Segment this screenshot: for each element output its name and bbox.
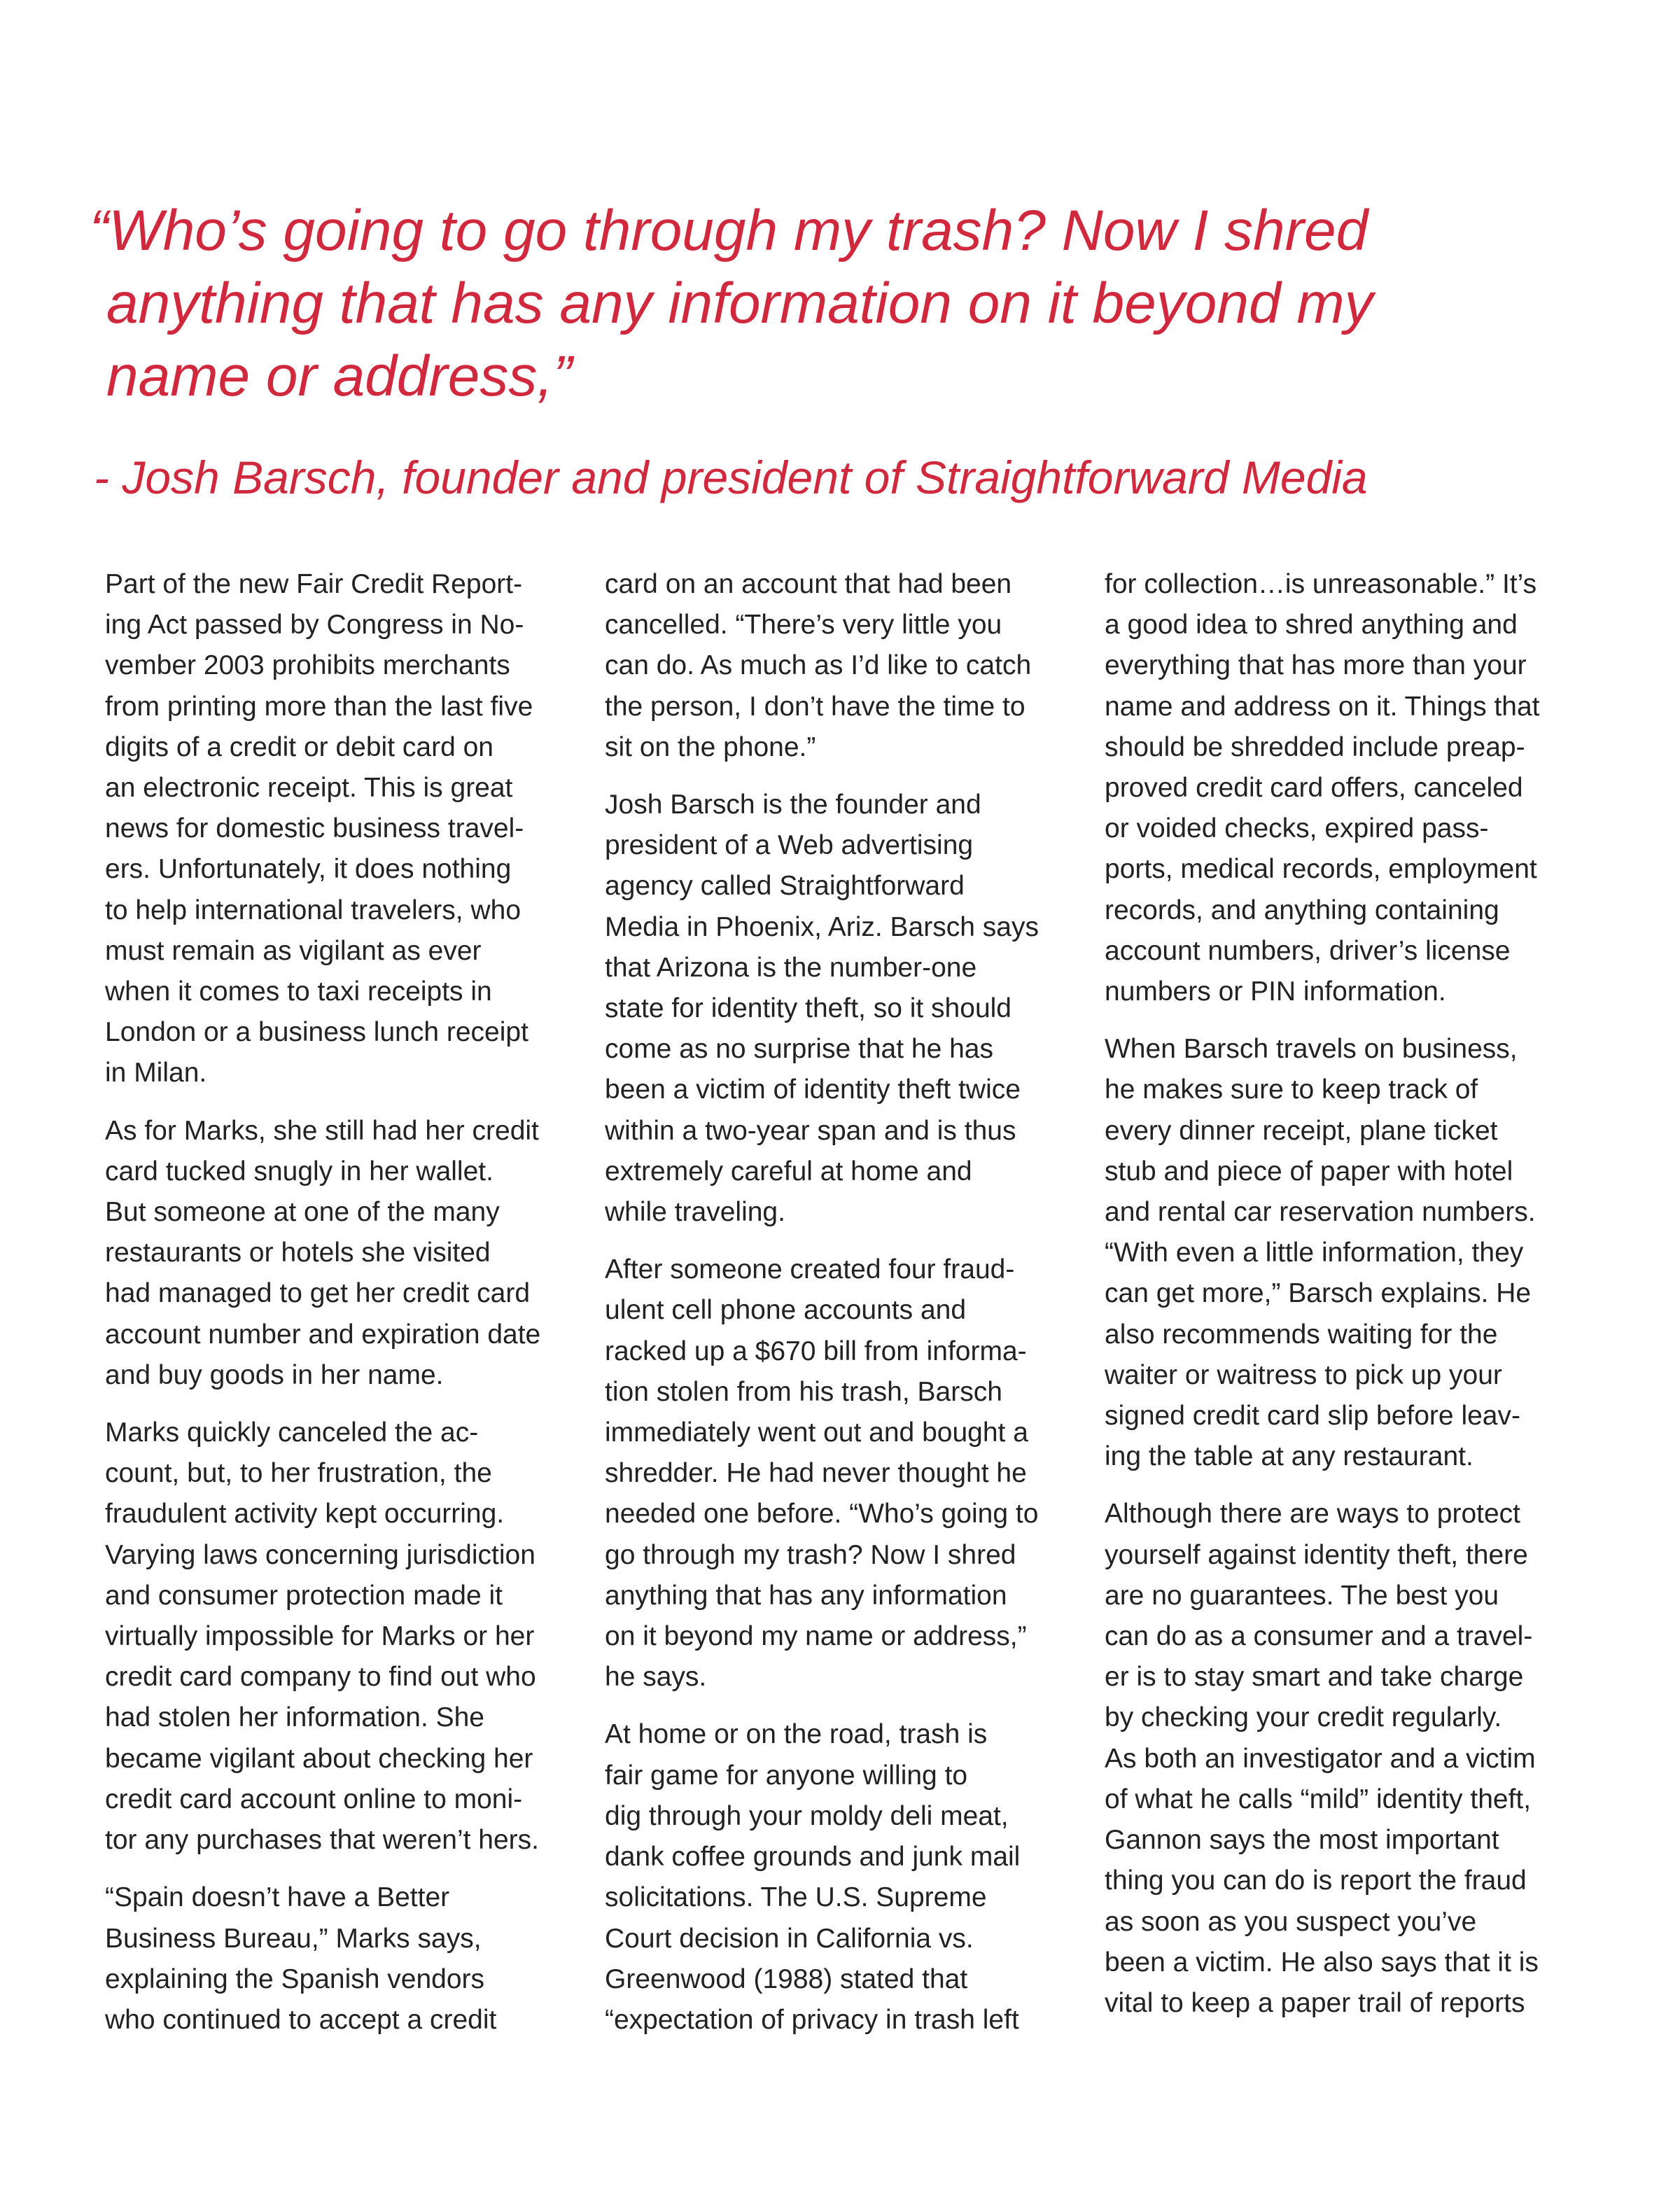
body-text-line: fraudulent activity kept occurring. <box>105 1499 505 1530</box>
body-text-line: name and address on it. Things that <box>1105 691 1540 722</box>
body-text-line: “With even a little information, they <box>1105 1238 1524 1268</box>
text-column-2 <box>605 564 1088 2057</box>
body-text-line: as soon as you suspect you’ve <box>1105 1906 1477 1937</box>
quote-attribution: - Josh Barsch, founder and president of Straightforward Media <box>94 451 1368 503</box>
body-text-line: must remain as vigilant as ever <box>105 935 482 966</box>
body-text-line: credit card account online to moni- <box>105 1784 523 1814</box>
pull-quote-line: “Who’s going to go through my trash? Now I shred <box>90 199 1368 262</box>
body-text-line: within a two-year span and is thus <box>605 1115 1016 1146</box>
body-text-line: cancelled. “There’s very little you <box>605 610 1002 640</box>
body-text-line: he says. <box>605 1662 707 1693</box>
body-text-line: on it beyond my name or address,” <box>605 1621 1027 1652</box>
body-text-line: also recommends waiting for the <box>1105 1319 1498 1350</box>
body-text-line: tion stolen from his trash, Barsch <box>605 1376 1002 1407</box>
body-text-line: in Milan. <box>105 1058 207 1088</box>
body-text-line: dank coffee grounds and junk mail <box>605 1842 1021 1872</box>
body-text-line: Business Bureau,” Marks says, <box>105 1923 482 1954</box>
body-text-line: go through my trash? Now I shred <box>605 1539 1016 1570</box>
body-text-line: news for domestic business travel- <box>105 813 524 844</box>
body-text-line: Marks quickly canceled the ac- <box>105 1418 479 1448</box>
body-text-line: Court decision in California vs. <box>605 1923 974 1954</box>
body-text-line: agency called Straightforward <box>605 871 965 902</box>
body-text-line: Josh Barsch is the founder and <box>605 790 981 820</box>
body-text-line: numbers or PIN information. <box>1105 976 1446 1007</box>
body-text-line: explaining the Spanish vendors <box>105 1963 485 1994</box>
body-text-line: he makes sure to keep track of <box>1105 1074 1478 1105</box>
body-text-line: sit on the phone.” <box>605 732 816 762</box>
body-text-line: became vigilant about checking her <box>105 1743 533 1774</box>
body-text-line: ers. Unfortunately, it does nothing <box>105 854 512 885</box>
body-text-line: or voided checks, expired pass- <box>1105 813 1489 844</box>
body-text-line: “Spain doesn’t have a Better <box>105 1882 450 1913</box>
body-text-line: But someone at one of the many <box>105 1197 500 1228</box>
body-text-line: state for identity theft, so it should <box>605 993 1011 1024</box>
body-text-line: had stolen her information. She <box>105 1702 485 1733</box>
body-text-line: had managed to get her credit card <box>105 1278 531 1309</box>
body-text-line: card on an account that had been <box>605 569 1012 599</box>
body-text-line: digits of a credit or debit card on <box>105 732 493 762</box>
body-text-line: proved credit card offers, canceled <box>1105 773 1523 804</box>
body-text-line: that Arizona is the number-one <box>605 952 977 983</box>
body-paragraph <box>605 1250 1088 1698</box>
body-text-line: ing the table at any restaurant. <box>1105 1441 1474 1472</box>
body-text-line: can do as a consumer and a travel- <box>1105 1621 1533 1652</box>
body-text-line: er is to stay smart and take charge <box>1105 1662 1524 1693</box>
body-text-line: At home or on the road, trash is <box>605 1719 988 1750</box>
pull-quote-line: anything that has any information on it beyond my <box>106 272 1373 335</box>
body-text-line: signed credit card slip before leav- <box>1105 1401 1520 1432</box>
body-text-line: virtually impossible for Marks or her <box>105 1621 535 1652</box>
body-text-line: of what he calls “mild” identity theft, <box>1105 1784 1532 1814</box>
body-text-line: and buy goods in her name. <box>105 1359 444 1390</box>
body-paragraph <box>605 1714 1088 2040</box>
body-paragraph <box>605 785 1088 1233</box>
body-paragraph <box>105 564 588 1094</box>
body-text-line: needed one before. “Who’s going to <box>605 1499 1039 1530</box>
body-text-line: are no guarantees. The best you <box>1105 1580 1499 1611</box>
body-text-line: count, but, to her frustration, the <box>105 1458 492 1489</box>
body-text-line: racked up a $670 bill from informa- <box>605 1336 1027 1366</box>
body-text-line: ports, medical records, employment <box>1105 854 1537 885</box>
body-text-line: ulent cell phone accounts and <box>605 1295 967 1326</box>
body-text-line: and consumer protection made it <box>105 1580 503 1611</box>
body-text-line: card tucked snugly in her wallet. <box>105 1156 493 1186</box>
body-text-line: ing Act passed by Congress in No- <box>105 610 524 640</box>
body-text-line: Although there are ways to protect <box>1105 1499 1521 1530</box>
body-text-line: yourself against identity theft, there <box>1105 1539 1528 1570</box>
body-text-line: by checking your credit regularly. <box>1105 1702 1502 1733</box>
body-text-line: restaurants or hotels she visited <box>105 1238 491 1268</box>
body-text-line: everything that has more than your <box>1105 650 1527 681</box>
pull-quote-line: name or address,” <box>106 344 573 408</box>
body-text-line: thing you can do is report the fraud <box>1105 1865 1527 1896</box>
pull-quote <box>90 195 1490 413</box>
body-text-line: immediately went out and bought a <box>605 1418 1028 1448</box>
body-text-line: vital to keep a paper trail of reports <box>1105 1987 1525 2018</box>
body-text-line: a good idea to shred anything and <box>1105 610 1518 640</box>
body-text-line: Varying laws concerning jurisdiction <box>105 1539 536 1570</box>
body-text-line: credit card company to find out who <box>105 1662 536 1693</box>
body-text-line: been a victim. He also says that it is <box>1105 1947 1539 1977</box>
body-text-line: As for Marks, she still had her credit <box>105 1115 539 1146</box>
body-text-line: the person, I don’t have the time to <box>605 691 1026 722</box>
body-text-line: When Barsch travels on business, <box>1105 1034 1518 1065</box>
body-paragraph <box>105 1111 588 1396</box>
text-column-1 <box>105 564 588 2057</box>
body-text-line: been a victim of identity theft twice <box>605 1074 1021 1105</box>
body-text-line: records, and anything containing <box>1105 895 1499 925</box>
body-text-line: can get more,” Barsch explains. He <box>1105 1278 1532 1309</box>
body-text-line: come as no surprise that he has <box>605 1034 993 1065</box>
body-text-line: solicitations. The U.S. Supreme <box>605 1882 987 1913</box>
body-text-line: account numbers, driver’s license <box>1105 935 1511 966</box>
body-text-line: extremely careful at home and <box>605 1156 972 1186</box>
body-text-line: should be shredded include preap- <box>1105 732 1525 762</box>
body-text-line: anything that has any information <box>605 1580 1007 1611</box>
body-paragraph <box>605 564 1088 768</box>
body-text-line: fair game for anyone willing to <box>605 1760 968 1791</box>
body-text-line: Gannon says the most important <box>1105 1825 1499 1856</box>
body-text-line: and rental car reservation numbers. <box>1105 1197 1536 1228</box>
body-text-line: As both an investigator and a victim <box>1105 1743 1536 1774</box>
body-text-line: to help international travelers, who <box>105 895 522 925</box>
body-paragraph <box>105 1877 588 2040</box>
body-text-line: while traveling. <box>605 1197 785 1228</box>
body-text-line: for collection…is unreasonable.” It’s <box>1105 569 1537 599</box>
body-text-line: from printing more than the last five <box>105 691 533 722</box>
body-paragraph <box>1105 1494 1588 2024</box>
body-text-line: president of a Web advertising <box>605 830 974 861</box>
body-text-line: can do. As much as I’d like to catch <box>605 650 1032 681</box>
body-text-line: account number and expiration date <box>105 1319 541 1350</box>
body-text-line: every dinner receipt, plane ticket <box>1105 1115 1498 1146</box>
body-text-line: After someone created four fraud- <box>605 1254 1015 1285</box>
body-text-line: who continued to accept a credit <box>105 2004 497 2035</box>
body-text-line: when it comes to taxi receipts in <box>105 976 492 1007</box>
body-text-line: Media in Phoenix, Ariz. Barsch says <box>605 911 1039 942</box>
body-paragraph <box>1105 564 1588 1012</box>
body-text-line: waiter or waitress to pick up your <box>1105 1359 1502 1390</box>
body-text-line: an electronic receipt. This is great <box>105 773 513 804</box>
body-text-line: shredder. He had never thought he <box>605 1458 1027 1489</box>
body-text-line: vember 2003 prohibits merchants <box>105 650 510 681</box>
body-paragraph <box>105 1413 588 1861</box>
body-text-line: tor any purchases that weren’t hers. <box>105 1825 539 1856</box>
body-text-line: Greenwood (1988) stated that <box>605 1963 968 1994</box>
body-text-line: London or a business lunch receipt <box>105 1017 528 1048</box>
body-text-line: Part of the new Fair Credit Report- <box>105 569 523 599</box>
text-column-3 <box>1105 564 1588 2040</box>
body-paragraph <box>1105 1029 1588 1477</box>
body-text-line: “expectation of privacy in trash left <box>605 2004 1019 2035</box>
body-text-line: stub and piece of paper with hotel <box>1105 1156 1513 1186</box>
body-text-line: dig through your moldy deli meat, <box>605 1800 1009 1831</box>
